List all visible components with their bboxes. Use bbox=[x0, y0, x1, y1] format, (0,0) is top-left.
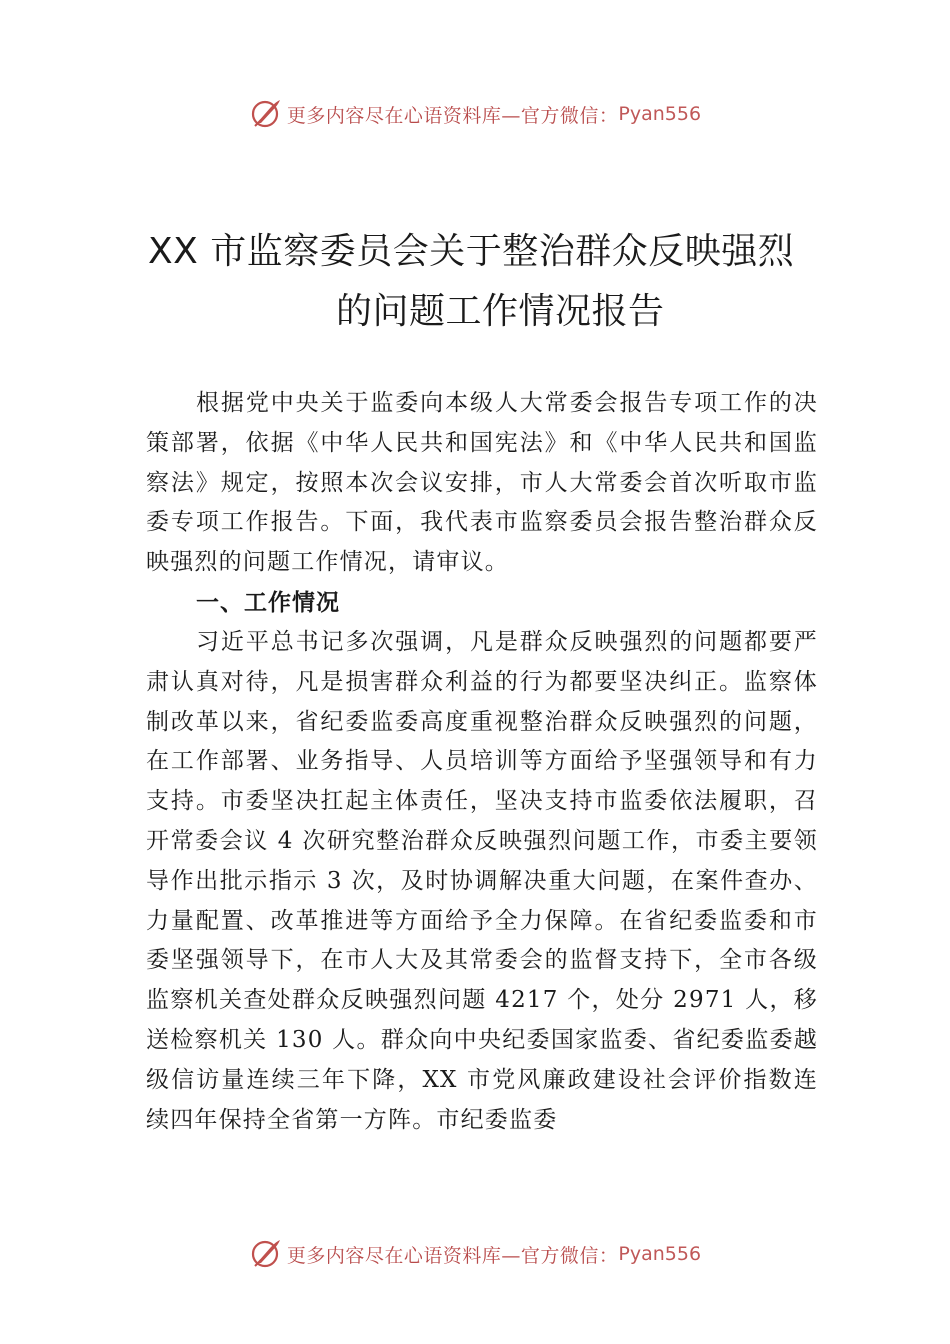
watermark-text: 更多内容尽在心语资料库—官方微信： bbox=[286, 104, 619, 127]
footer-watermark bbox=[0, 1234, 950, 1274]
section-heading: 一、工作情况 bbox=[196, 589, 340, 616]
quill-logo-icon bbox=[249, 97, 283, 131]
work-status-paragraph: 习近平总书记多次强调，凡是群众反映强烈的问题都要严肃认真对待，凡是损害群众利益的行为都要坚决纠正。监察体制改革以来，省纪委监委高度重视整治群众反映强烈的问题，在工作部署、业务指导、人员培训等方面给予坚强领导和有力支持。市委坚决扛起主体责任，坚决支持市监委依法履职，召开常委会议 4 次研究整治群众反映强烈问题工作，市委主要领导作出批示指示 3 次，及时协调解决重大问题，在案件查办、力量配置、改革推进等方面给予全力保障。在省纪委监委和市委坚强领导下，在市人大及其常委会的监督支持下，全市各级监察机关查处群众反映强烈问题 4217 个，处分 2971 人，移送检察机关 130 人。群众向中央纪委国家监委、省纪委监委越级信访量连续三年下降，XX 市党风廉政建设社会评价指数连续四年保持全省第一方阵。市纪委监委 bbox=[146, 628, 818, 1133]
intro-paragraph: 根据党中央关于监委向本级人大常委会报告专项工作的决策部署，依据《中华人民共和国宪法》和《中华人民共和国监察法》规定，按照本次会议安排，市人大常委会首次听取市监委专项工作报告。下面，我代表市监察委员会报告整治群众反映强烈的问题工作情况，请审议。 bbox=[146, 390, 818, 576]
header-watermark bbox=[0, 94, 950, 134]
watermark-handle: Pyan556 bbox=[618, 103, 702, 125]
watermark-handle: Pyan556 bbox=[618, 1243, 702, 1265]
quill-logo-icon bbox=[249, 1237, 283, 1271]
document-body bbox=[146, 384, 818, 1140]
watermark-text: 更多内容尽在心语资料库—官方微信： bbox=[286, 1244, 619, 1267]
title-line-1: XX 市监察委员会关于整治群众反映强烈 bbox=[148, 231, 795, 272]
title-line-2: 的问题工作情况报告 bbox=[336, 291, 665, 332]
